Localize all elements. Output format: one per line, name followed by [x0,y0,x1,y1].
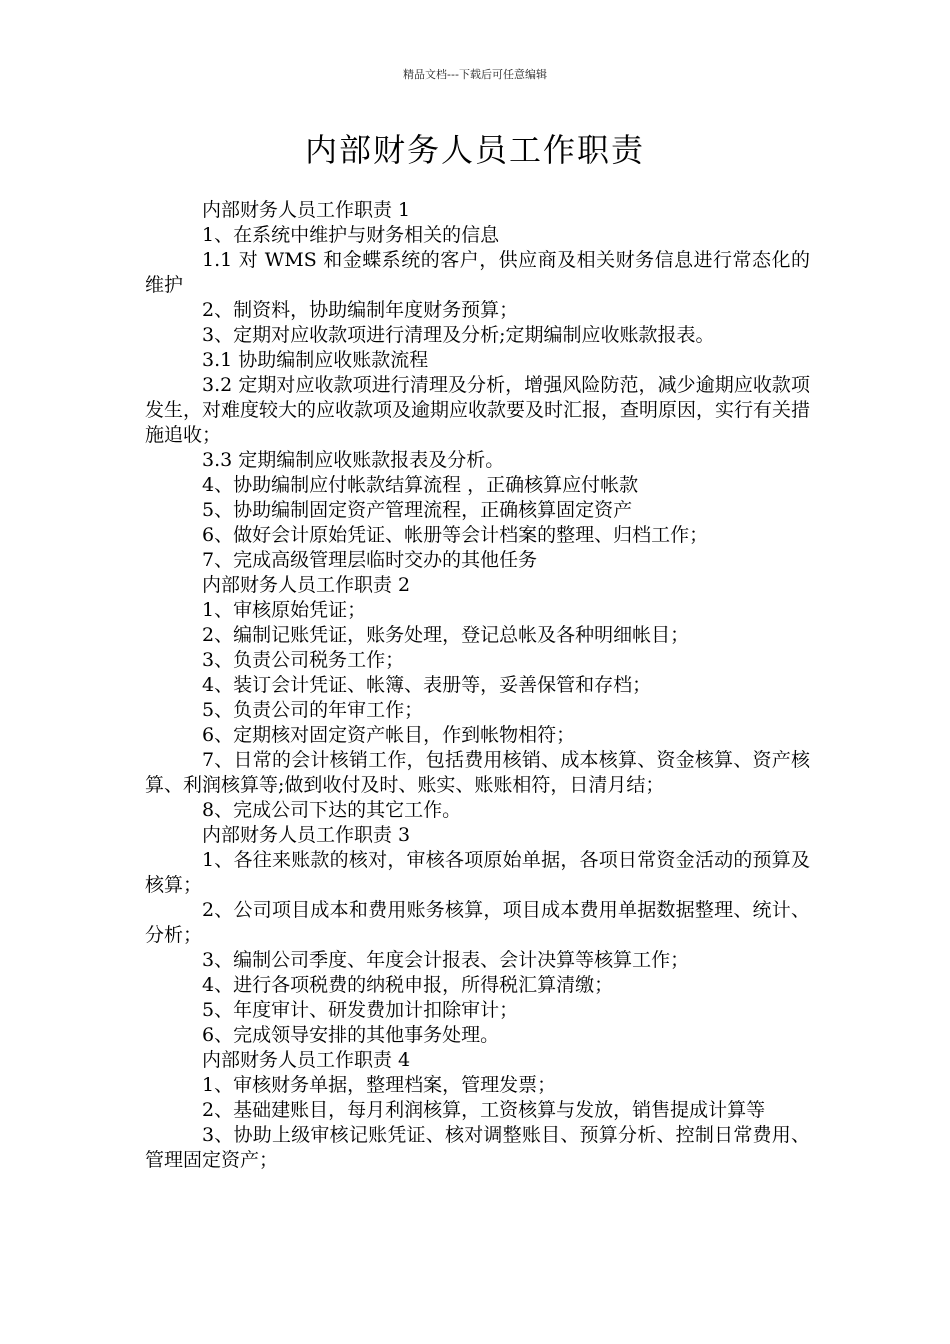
paragraph: 6、做好会计原始凭证、帐册等会计档案的整理、归档工作； [202,524,709,546]
header-note: 精品文档---下载后可任意编辑 [403,68,547,81]
paragraph: 3、负责公司税务工作； [202,649,405,671]
paragraph: 内部财务人员工作职责 2 [202,574,411,596]
paragraph: 5、负责公司的年审工作； [202,699,424,721]
paragraph: 7、完成高级管理层临时交办的其他任务 [202,549,538,571]
paragraph: 2、公司项目成本和费用账务核算，项目成本费用单据数据整理、统计、分析； [145,899,810,946]
paragraph: 4、装订会计凭证、帐簿、表册等，妥善保管和存档； [202,674,652,696]
paragraph: 1.1 对 WMS 和金蝶系统的客户，供应商及相关财务信息进行常态化的维护 [145,249,810,296]
paragraph: 内部财务人员工作职责 4 [202,1049,411,1071]
paragraph: 3、编制公司季度、年度会计报表、会计决算等核算工作； [202,949,690,971]
paragraph: 4、进行各项税费的纳税申报，所得税汇算清缴； [202,974,614,996]
paragraph: 2、制资料，协助编制年度财务预算； [202,299,519,321]
paragraph: 7、日常的会计核销工作，包括费用核销、成本核算、资金核算、资产核算、利润核算等;做到收付及时、账实、账账相符，日清月结； [145,749,810,796]
paragraph: 内部财务人员工作职责 3 [202,824,411,846]
paragraph: 1、各往来账款的核对，审核各项原始单据，各项日常资金活动的预算及核算； [145,849,810,896]
paragraph: 3.2 定期对应收款项进行清理及分析，增强风险防范，减少逾期应收款项发生，对难度较大的应收款项及逾期应收款要及时汇报，查明原因，实行有关措施追收； [145,374,811,446]
paragraph: 8、完成公司下达的其它工作。 [202,799,462,821]
document-title: 内部财务人员工作职责 [304,131,645,169]
paragraph: 3.1 协助编制应收账款流程 [202,349,429,371]
paragraph: 1、审核财务单据，整理档案，管理发票； [202,1074,557,1096]
paragraph: 5、年度审计、研发费加计扣除审计； [202,999,519,1021]
paragraph: 6、完成领导安排的其他事务处理。 [202,1024,500,1046]
paragraph: 3、定期对应收款项进行清理及分析;定期编制应收账款报表。 [202,324,715,346]
paragraph: 6、定期核对固定资产帐目，作到帐物相符； [202,724,576,746]
paragraph: 内部财务人员工作职责 1 [202,199,411,221]
paragraph: 5、协助编制固定资产管理流程，正确核算固定资产 [202,499,633,521]
paragraph: 4、协助编制应付帐款结算流程 ，正确核算应付帐款 [202,474,639,496]
paragraph: 2、基础建账目，每月利润核算，工资核算与发放，销售提成计算等 [202,1099,766,1121]
paragraph: 1、在系统中维护与财务相关的信息 [202,224,500,246]
paragraph: 1、审核原始凭证； [202,599,367,621]
paragraph: 3、协助上级审核记账凭证、核对调整账目、预算分析、控制日常费用、管理固定资产； [145,1124,810,1171]
paragraph: 2、编制记账凭证，账务处理，登记总帐及各种明细帐目； [202,624,690,646]
paragraph: 3.3 定期编制应收账款报表及分析。 [202,449,505,471]
document-body [145,198,810,1173]
